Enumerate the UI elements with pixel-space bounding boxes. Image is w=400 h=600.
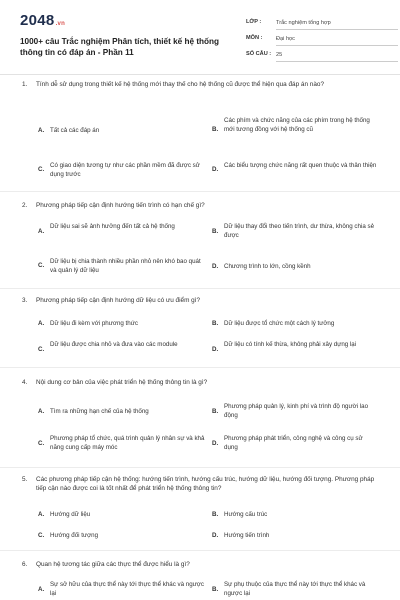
option-letter: D. <box>212 263 219 270</box>
meta-value: 25 <box>276 50 398 62</box>
logo-text: 2048 <box>20 12 55 29</box>
option-letter: B. <box>212 586 219 593</box>
option-text: Hướng đối tượng <box>50 532 99 539</box>
document-meta <box>246 16 398 64</box>
option-letter: B. <box>212 511 219 518</box>
site-logo[interactable] <box>20 12 65 29</box>
option-text: Hướng tiến trình <box>224 532 270 539</box>
option-text: Dữ liệu được chia nhỏ và đưa vào các module <box>50 341 178 348</box>
option-text: Dữ liệu đi kèm với phương thức <box>50 320 138 327</box>
option-text: Dữ liệu có tính kế thừa, không phải xây dựng lại <box>224 341 357 348</box>
option-letter: A. <box>38 586 45 593</box>
option-text: Các phím và chức năng của các phím trong hệ thống mới tương đồng với hệ thống cũ <box>224 117 370 133</box>
option-text: Hướng cấu trúc <box>224 511 268 518</box>
question-number: 1. <box>22 81 28 88</box>
option-letter: A. <box>38 228 45 235</box>
option-text: Phương pháp phát triển, công nghệ và công cụ sử dụng <box>224 435 363 451</box>
question-text: Phương pháp tiếp cận định hướng tiến trình có hạn chế gì? <box>36 202 205 209</box>
option-letter: A. <box>38 408 45 415</box>
option-text: Tìm ra những hạn chế của hệ thống <box>50 408 149 415</box>
document-title: 1000+ câu Trắc nghiệm Phân tích, thiết kế hệ thống thông tin có đáp án - Phần 11 <box>20 37 220 57</box>
option-text: Các biểu tượng chức năng rất quen thuộc và thân thiện <box>224 162 377 169</box>
option-letter: C. <box>38 166 45 173</box>
option-text: Phương pháp tổ chức, quá trình quản lý nhân sự và khả năng cung cấp máy móc <box>50 435 205 451</box>
option-letter: B. <box>212 320 219 327</box>
question-separator <box>0 191 400 192</box>
question-separator <box>0 367 400 368</box>
option-letter: D. <box>212 346 219 353</box>
option-letter: C. <box>38 262 45 269</box>
question-number: 2. <box>22 202 28 209</box>
option-text: Có giao diện tương tự như các phần mềm đã được sử dụng trước <box>50 162 200 178</box>
meta-row-class <box>246 16 398 32</box>
meta-value: Trắc nghiệm tổng hợp <box>276 18 398 30</box>
option-text: Dữ liệu bị chia thành nhiều phần nhỏ nên khó bao quát và quản lý dữ liệu <box>50 258 201 274</box>
meta-label: LỚP : <box>246 19 262 25</box>
option-letter: B. <box>212 126 219 133</box>
option-letter: B. <box>212 228 219 235</box>
option-text: Phương pháp quản lý, kinh phí và trình độ người lao động <box>224 403 369 419</box>
question-number: 5. <box>22 476 28 483</box>
option-text: Dữ liệu thay đổi theo tiến trình, dư thừa, không chia sẻ được <box>224 223 375 239</box>
meta-label: MÔN : <box>246 35 263 41</box>
question-text: Nội dung cơ bản của việc phát triển hệ thống thông tin là gì? <box>36 379 208 386</box>
option-letter: A. <box>38 320 45 327</box>
option-letter: C. <box>38 532 45 539</box>
question-text: Phương pháp tiếp cận định hướng dữ liệu có ưu điểm gì? <box>36 297 201 304</box>
option-text: Sự sở hữu của thực thể này tới thực thể khác và ngược lại <box>50 581 204 597</box>
option-letter: C. <box>38 346 45 353</box>
document-header <box>20 8 380 70</box>
option-text: Chương trình to lớn, cồng kềnh <box>224 263 311 270</box>
question-text: Các phương pháp tiếp cận hệ thống: hướng tiến trình, hướng cấu trúc, hướng dữ liệu, hướng đối tượng. Phương pháp tiếp cận nào được coi là tốt nhất để phát triển hệ thống thông tin? <box>36 476 375 492</box>
logo-suffix: .vn <box>55 21 66 27</box>
meta-row-count <box>246 48 398 64</box>
meta-label: SỐ CÂU : <box>246 51 272 57</box>
option-letter: B. <box>212 408 219 415</box>
option-letter: D. <box>212 440 219 447</box>
option-text: Hướng dữ liệu <box>50 511 91 518</box>
option-letter: C. <box>38 440 45 447</box>
question-number: 3. <box>22 297 28 304</box>
header-divider <box>0 74 400 75</box>
question-text: Quan hệ tương tác giữa các thực thể được hiểu là gì? <box>36 561 190 568</box>
question-number: 4. <box>22 379 28 386</box>
option-letter: D. <box>212 532 219 539</box>
option-letter: D. <box>212 166 219 173</box>
option-text: Dữ liệu được tổ chức một cách lý tưởng <box>224 320 335 327</box>
question-separator <box>0 467 400 468</box>
meta-row-subject <box>246 32 398 48</box>
meta-value: Đại học <box>276 34 398 46</box>
question-number: 6. <box>22 561 28 568</box>
question-separator <box>0 288 400 289</box>
option-letter: A. <box>38 127 45 134</box>
question-text: Tính dễ sử dụng trong thiết kế hệ thống mới thay thế cho hệ thống cũ được thể hiện qua đáp án nào? <box>36 81 325 88</box>
option-text: Dữ liệu sai sẽ ảnh hưởng đến tất cả hệ thống <box>50 223 175 230</box>
option-letter: A. <box>38 511 45 518</box>
question-separator <box>0 550 400 551</box>
option-text: Tất cả các đáp án <box>50 127 100 134</box>
option-text: Sự phụ thuộc của thực thể này tới thực thể khác và ngược lại <box>224 581 366 597</box>
